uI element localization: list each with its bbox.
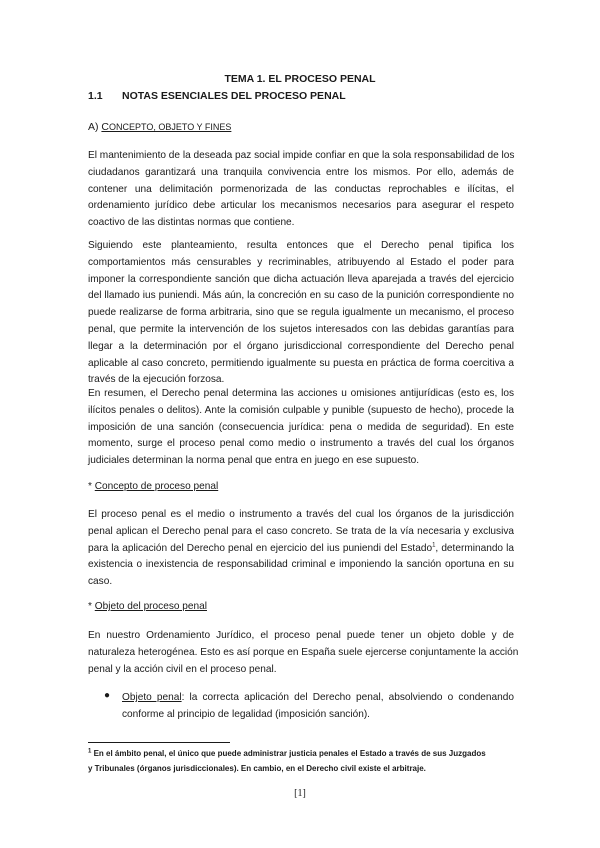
list-item-line — [122, 690, 514, 707]
objeto-heading-label: Objeto del proceso penal — [94, 601, 207, 612]
paragraph-line: En nuestro Ordenamiento Jurídico, el proceso penal puede tener un objeto doble y de — [88, 630, 514, 641]
paragraph-line: imponer la correspondiente sanción que dicha actuación lleva aparejada a través del ejercicio — [88, 273, 514, 285]
concepto-heading — [88, 481, 218, 492]
paragraph-line: puede realizarse de forma arbitraria, sino que se regula igualmente un mecanismo, el proceso — [88, 307, 514, 319]
subsection-first-letter: C — [101, 121, 110, 133]
paragraph-line: ciudadanos garantizará una tranquila convivencia entre los mismos. Por ello, además de — [88, 166, 514, 178]
list-item-line: conforme al principio de legalidad (imposición sanción). — [122, 708, 370, 720]
subsection-heading — [88, 121, 231, 133]
paragraph-4 — [88, 507, 514, 591]
paragraph-line: coactivo de las distintas normas que contiene. — [88, 217, 295, 229]
asterisk-marker: * — [88, 481, 92, 492]
paragraph-line: contener una delimitación pormenorizada de las conductas reprochables e ilícitas, el — [88, 183, 514, 195]
bullet-icon: ● — [104, 690, 111, 701]
footnote — [88, 746, 514, 776]
footnote-divider — [88, 742, 230, 743]
paragraph-line: judiciales determinan la norma penal que entra en juego en ese supuesto. — [88, 455, 420, 467]
footnote-reference[interactable]: 1 — [432, 542, 436, 549]
paragraph-line: El mantenimiento de la deseada paz social impide confiar en que la sola responsabilidad de los — [88, 150, 515, 161]
section-number: 1.1 — [88, 90, 103, 102]
list-item-rest: : la correcta aplicación del Derecho penal, absolviendo o condenando — [181, 692, 514, 703]
paragraph-line: Siguiendo este planteamiento, resulta entonces que el Derecho penal tipifica los — [88, 240, 514, 251]
asterisk-marker: * — [88, 601, 92, 612]
paragraph-5 — [88, 628, 519, 678]
paragraph-line: llegar a la determinación por el órgano jurisdiccional correspondiente del Derecho penal — [88, 340, 514, 352]
paragraph-line — [88, 541, 514, 558]
paragraph-line: del llamado ius puniendi. Más aún, la concreción en su caso de la punición correspondiente no — [88, 290, 514, 302]
paragraph-line: penal, que permite la intervención de los sujetos interesados con las debidas garantías para — [88, 323, 514, 335]
objeto-heading — [88, 601, 207, 612]
paragraph-1 — [88, 148, 514, 232]
paragraph-line-end: , determinando la — [435, 542, 514, 554]
paragraph-line: caso. — [88, 576, 113, 588]
section-label: NOTAS ESENCIALES DEL PROCESO PENAL — [122, 90, 346, 102]
section-heading — [88, 90, 346, 102]
paragraph-line: penal aplican el Derecho penal para el caso concreto. Se trata de la vía necesaria y exclusiva — [88, 525, 514, 537]
paragraph-line: El proceso penal es el medio o instrumento a través del cual los órganos de la jurisdicción — [88, 509, 514, 520]
footnote-line-1: En el ámbito penal, el único que puede administrar justicia penales el Estado a través de sus Juzgados — [91, 749, 486, 758]
paragraph-line: aplicable al caso concreto, permitiendo igualmente su puesta en práctica de forma coercitiva a — [88, 357, 514, 369]
list-item-text — [122, 690, 514, 724]
paragraph-line: ilícitos penales o delitos). Ante la comisión culpable y punible (supuesto de hecho), procede la — [88, 404, 514, 416]
paragraph-2 — [88, 238, 514, 389]
paragraph-line: través de la ejecución forzosa. — [88, 374, 225, 386]
page-number: [1] — [294, 788, 306, 799]
paragraph-line: ordenamiento jurídico debe articular los mecanismos necesarios para asegurar el respeto — [88, 200, 514, 212]
paragraph-line: naturaleza heterogénea. Esto es así porque en España suele ejercerse conjuntamente la acción — [88, 646, 519, 658]
paragraph-line: imposición de una sanción (consecuencia jurídica: pena o medida de seguridad). En este — [88, 421, 514, 433]
subsection-rest: ONCEPTO, OBJETO Y FINES — [109, 122, 232, 132]
paragraph-line: comportamientos más censurables y recriminables, atribuyendo al Estado el poder para — [88, 256, 514, 268]
footnote-line — [88, 746, 514, 761]
footnote-line: y Tribunales (órganos jurisdiccionales). En cambio, en el Derecho civil existe el arbitraje. — [88, 764, 426, 773]
page-title: TEMA 1. EL PROCESO PENAL — [224, 73, 376, 85]
paragraph-line: momento, surge el proceso penal como medio o instrumento a través del cual los órganos — [88, 438, 514, 450]
paragraph-line: En resumen, el Derecho penal determina las acciones u omisiones antijurídicas (esto es, los — [88, 388, 514, 399]
footnote-mark: 1 — [88, 748, 92, 755]
subsection-prefix: A) — [88, 121, 99, 133]
paragraph-line: penal y la acción civil en el proceso penal. — [88, 663, 277, 675]
concepto-heading-label: Concepto de proceso penal — [94, 481, 219, 492]
paragraph-line: existencia o inexistencia de responsabilidad criminal e imponiendo la sanción oportuna en su — [88, 559, 514, 571]
list-item-term: Objeto penal — [122, 692, 182, 703]
paragraph-line-start: para la aplicación del Derecho penal en ejercicio del ius puniendi del Estado — [88, 542, 433, 554]
paragraph-3 — [88, 386, 514, 470]
subsection-label — [101, 122, 231, 132]
